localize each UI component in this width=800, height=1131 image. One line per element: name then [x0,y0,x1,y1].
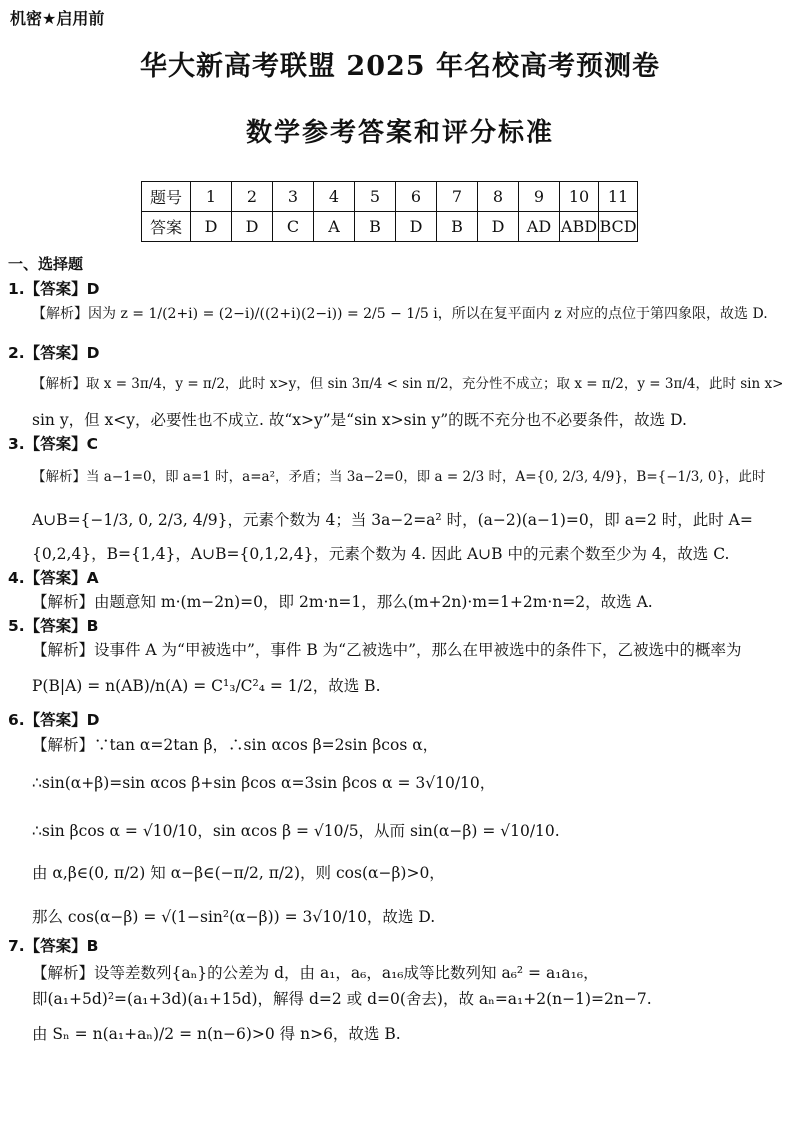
table-cell: D [396,212,437,242]
table-row [142,182,638,212]
solution-line: 【解析】∵tan α=2tan β，∴sin αcos β=2sin βcos α， [32,736,439,754]
table-cell: ABD [560,212,599,242]
table-header-cell: 题号 [142,182,191,212]
question-head: 1.【答案】D [8,280,100,298]
solution-line: {0,2,4}，B={1,4}，A∪B={0,1,2,4}，元素个数为 4. 因此 A∪B 中的元素个数至少为 4，故选 C. [32,545,730,563]
solution-line: A∪B={−1/3, 0, 2/3, 4/9}，元素个数为 4；当 3a−2=a² 时，(a−2)(a−1)=0，即 a=2 时，此时 A= [32,511,753,529]
table-cell: 4 [314,182,355,212]
solution-line: 由 α,β∈(0, π/2) 知 α−β∈(−π/2, π/2)，则 cos(α−β)>0， [32,864,445,882]
table-header-cell: 答案 [142,212,191,242]
solution-line: 那么 cos(α−β) = √(1−sin²(α−β)) = 3√10/10，故选 D. [32,908,436,926]
table-cell: 6 [396,182,437,212]
question-head: 3.【答案】C [8,435,99,453]
table-cell: A [314,212,355,242]
solution-line: ∴sin(α+β)=sin αcos β+sin βcos α=3sin βcos α = 3√10/10， [32,774,496,792]
table-cell: B [437,212,478,242]
table-cell: 8 [478,182,519,212]
solution-line: ∴sin βcos α = √10/10，sin αcos β = √10/5，从而 sin(α−β) = √10/10. [32,822,560,840]
table-cell: D [232,212,273,242]
section-title: 一、选择题 [8,255,84,273]
solution-line: 【解析】取 x = 3π/4，y = π/2，此时 x>y，但 sin 3π/4 < sin π/2，充分性不成立；取 x = π/2，y = 3π/4，此时 sin x> [32,376,784,392]
page-subtitle: 数学参考答案和评分标准 [245,118,554,148]
solution-line: 【解析】因为 z = 1/(2+i) = (2−i)/((2+i)(2−i)) = 2/5 − 1/5 i，所以在复平面内 z 对应的点位于第四象限，故选 D. [32,306,768,322]
solution-line: 【解析】由题意知 m·(m−2n)=0，即 2m·n=1，那么(m+2n)·m=1+2m·n=2，故选 A. [32,593,653,611]
solution-line: sin y，但 x<y，必要性也不成立. 故“x>y”是“sin x>sin y”的既不充分也不必要条件，故选 D. [32,411,687,429]
question-head: 4.【答案】A [8,569,99,587]
page-title: 华大新高考联盟 2025 年名校高考预测卷 [140,51,660,82]
solution-line: 即(a₁+5d)²=(a₁+3d)(a₁+15d)，解得 d=2 或 d=0(舍去)，故 aₙ=a₁+2(n−1)=2n−7. [32,990,652,1008]
answer-table [141,181,638,242]
solution-line: 由 Sₙ = n(a₁+aₙ)/2 = n(n−6)>0 得 n>6，故选 B. [32,1025,401,1043]
table-cell: 3 [273,182,314,212]
table-cell: 11 [599,182,638,212]
question-head: 7.【答案】B [8,937,99,955]
secret-label: 机密★启用前 [10,9,105,28]
solution-line: 【解析】设事件 A 为“甲被选中”，事件 B 为“乙被选中”，那么在甲被选中的条件下，乙被选中的概率为 [32,641,742,659]
solution-line: 【解析】设等差数列{aₙ}的公差为 d，由 a₁，a₆，a₁₆成等比数列知 a₆² = a₁a₁₆， [32,964,599,982]
question-head: 5.【答案】B [8,617,99,635]
table-cell: 2 [232,182,273,212]
table-cell: D [478,212,519,242]
solution-line: P(B|A) = n(AB)/n(A) = C¹₃/C²₄ = 1/2，故选 B. [32,677,381,695]
table-cell: D [191,212,232,242]
solution-line: 【解析】当 a−1=0，即 a=1 时，a=a²，矛盾；当 3a−2=0，即 a = 2/3 时，A={0, 2/3, 4/9}，B={−1/3, 0}，此时 [32,469,766,485]
table-row [142,212,638,242]
table-cell: B [355,212,396,242]
table-cell: 7 [437,182,478,212]
question-head: 2.【答案】D [8,344,100,362]
table-cell: AD [519,212,560,242]
table-cell: 1 [191,182,232,212]
table-cell: 5 [355,182,396,212]
question-head: 6.【答案】D [8,711,100,729]
table-cell: 10 [560,182,599,212]
table-cell: BCD [599,212,638,242]
table-cell: 9 [519,182,560,212]
table-cell: C [273,212,314,242]
